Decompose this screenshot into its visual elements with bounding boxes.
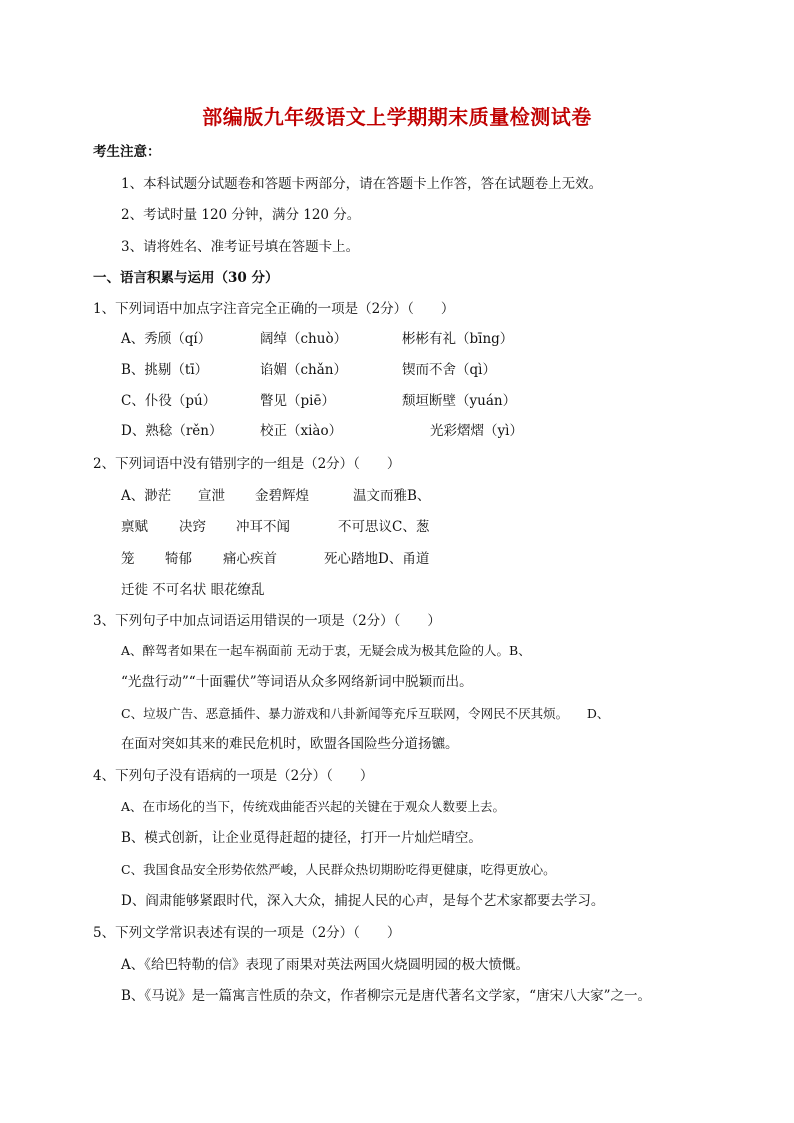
option-text: B、挑剔（tī） (121, 362, 209, 378)
option-text: 金碧辉煌 (255, 488, 309, 504)
option-text: C、仆役（pú） (121, 393, 217, 409)
option-text: 不可思议C、葱 (338, 519, 430, 535)
option-text: 瞥见（piē） (260, 393, 335, 409)
option-text: 死心踏地D、甬道 (324, 551, 430, 567)
notice-item: 3、请将姓名、准考证号填在答题卡上。 (121, 239, 360, 255)
option-text: A、醉驾者如果在一起车祸面前 无动于衷，无疑会成为极其危险的人。B、 (121, 643, 531, 658)
option-text: 校正（xiào） (260, 423, 343, 439)
option-text: 犄郁 (165, 551, 192, 567)
option-text: 温文而雅B、 (353, 488, 431, 504)
option-text: 禀赋 (121, 519, 148, 535)
section-heading: 一、语言积累与运用（30 分） (93, 270, 279, 286)
option-text: 在面对突如其来的难民危机时，欧盟各国险些分道扬镳。 (121, 736, 459, 752)
option-text: 阔绰（chuò） (260, 331, 348, 347)
option-text: C、我国食品安全形势依然严峻，人民群众热切期盼吃得更健康，吃得更放心。 (121, 862, 556, 877)
question-stem: 1、下列词语中加点字注音完全正确的一项是（2分）（ ） (93, 301, 455, 317)
option-text: 彬彬有礼（bīng） (402, 331, 514, 347)
option-text: “光盘行动”“十面霾伏”等词语从众多网络新词中脱颖而出。 (121, 674, 473, 690)
notice-item: 2、考试时量 120 分钟，满分 120 分。 (121, 207, 361, 223)
option-text: 笼 (121, 551, 135, 567)
option-text: 冲耳不闻 (236, 519, 290, 535)
option-text: D、阎肃能够紧跟时代，深入大众，捕捉人民的心声，是每个艺术家都要去学习。 (121, 893, 605, 909)
question-stem: 5、下列文学常识表述有误的一项是（2分）（ ） (93, 925, 401, 941)
option-text: 颓垣断壁（yuán） (402, 393, 517, 409)
option-text: B、模式创新，让企业觅得赶超的捷径，打开一片灿烂晴空。 (121, 830, 482, 846)
option-text: 决窍 (179, 519, 206, 535)
option-text: C、垃圾广告、恶意插件、暴力游戏和八卦新闻等充斥互联网，令网民不厌其烦。 D、 (121, 706, 610, 721)
option-text: 迁徙 不可名状 眼花缭乱 (121, 582, 265, 598)
option-text: A、渺茫 (121, 488, 172, 504)
option-text: 宣泄 (198, 488, 225, 504)
option-text: A、秀颀（qí） (121, 331, 212, 347)
option-text: A、在市场化的当下，传统戏曲能否兴起的关键在于观众人数要上去。 (121, 799, 506, 814)
notice-heading: 考生注意： (93, 144, 161, 160)
option-text: 谄媚（chǎn） (260, 362, 347, 378)
question-stem: 2、下列词语中没有错别字的一组是（2分）（ ） (93, 456, 401, 472)
option-text: 锲而不舍（qì） (402, 362, 496, 378)
option-text: 痛心疾首 (223, 551, 277, 567)
notice-item: 1、本科试题分试题卷和答题卡两部分，请在答题卡上作答，答在试题卷上无效。 (121, 176, 603, 192)
question-stem: 4、下列句子没有语病的一项是（2分）（ ） (93, 768, 374, 784)
question-stem: 3、下列句子中加点词语运用错误的一项是（2分）（ ） (93, 613, 441, 629)
option-text: 光彩熠熠（yì） (430, 423, 523, 439)
option-text: B、《马说》是一篇寓言性质的杂文，作者柳宗元是唐代著名文学家，“唐宋八大家”之一。 (121, 988, 651, 1004)
page-title: 部编版九年级语文上学期期末质量检测试卷 (202, 105, 592, 129)
option-text: D、熟稔（rěn） (121, 423, 223, 439)
option-text: A、《给巴特勒的信》表现了雨果对英法两国火烧圆明园的极大愤慨。 (121, 957, 529, 973)
